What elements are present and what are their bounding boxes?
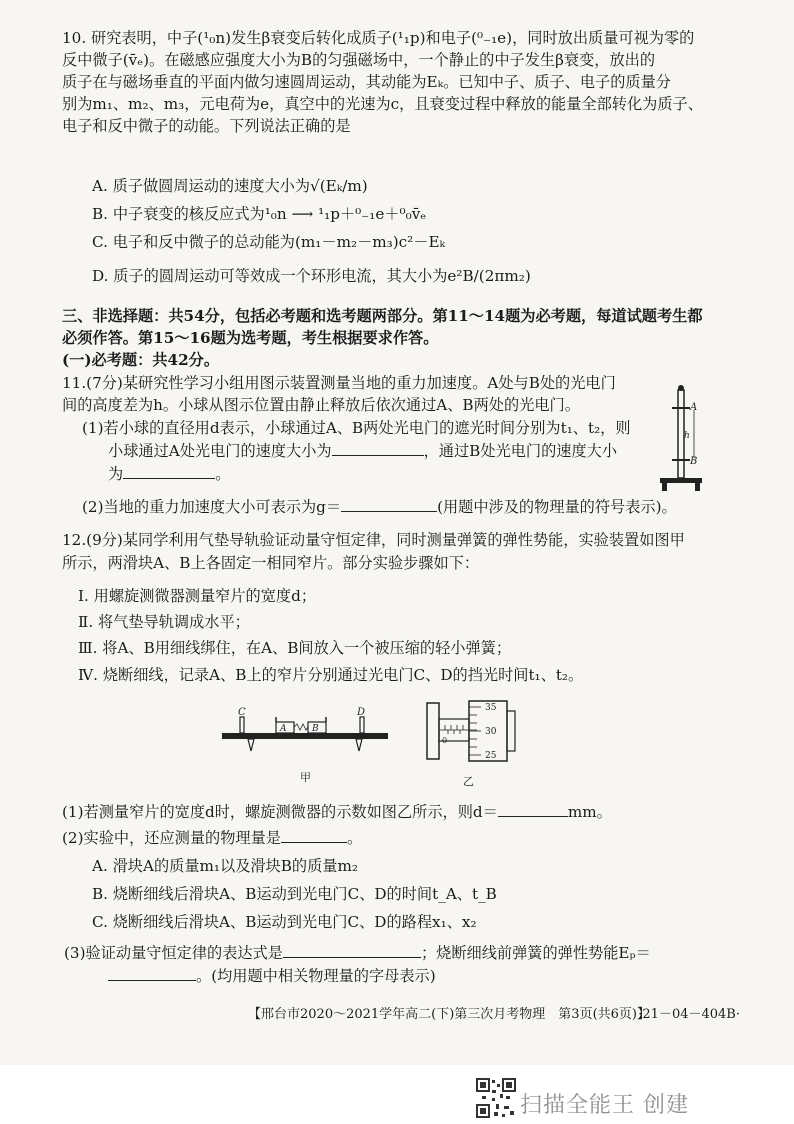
q12-fig-caption-yi: 乙	[463, 775, 474, 788]
q12-option-a: A. 滑块A的质量m₁以及滑块B的质量m₂	[92, 857, 358, 875]
q12-figure-yi	[425, 695, 535, 795]
q12-answer-blank-expression[interactable]	[283, 943, 421, 958]
q12-step-2: Ⅱ. 将气垫导轨调成水平；	[78, 613, 250, 631]
section3-line-1: 三、非选择题：共54分，包括必考题和选考题两部分。第11～14题为必考题，每道试题考生都	[62, 307, 703, 325]
q11-p2-text2: (用题中涉及的物理量的符号表示)。	[437, 498, 677, 516]
q12-answer-blank-ep[interactable]	[108, 966, 196, 981]
q12-p2	[62, 828, 774, 848]
q12-option-b: B. 烧断细线后滑块A、B运动到光电门C、D的时间t_A、t_B	[92, 885, 497, 903]
q12-fig-micrometer-zero: 0	[442, 736, 448, 745]
q11-line-2: 间的高度差为h。小球从图示位置由静止释放后依次通过A、B两处的光电门。	[62, 396, 580, 414]
q11-fig-label-a: A	[690, 402, 698, 413]
q12-p3-text2: ；烧断细线前弹簧的弹性势能Eₚ＝	[420, 944, 651, 962]
scanner-watermark: 扫描全能王 创建	[520, 1093, 689, 1118]
q11-p1-c-text1: 为	[108, 465, 124, 483]
q10-line-1: 10. 研究表明，中子(¹₀n)发生β衰变后转化成质子(¹₁p)和电子(⁰₋₁e)，同时放出质量可视为零的	[62, 29, 695, 47]
footer-page-info: 【邢台市2020～2021学年高二(下)第三次月考物理 第3页(共6页)】	[248, 1007, 650, 1022]
q11-p1-b-text1: 小球通过A处光电门的速度大小为	[108, 442, 332, 460]
q11-p1-c-text2: 。	[215, 465, 231, 483]
q10-option-a: A. 质子做圆周运动的速度大小为√(Eₖ/m)	[92, 177, 368, 195]
q12-step-1: Ⅰ. 用螺旋测微器测量窄片的宽度d；	[78, 587, 317, 605]
q12-p3	[64, 943, 774, 963]
q10-option-d: D. 质子的圆周运动可等效成一个环形电流，其大小为e²B/(2πm₂)	[92, 267, 531, 285]
q12-fig-label-c: C	[238, 707, 246, 718]
q11-fig-label-b: B	[690, 456, 698, 467]
q12-step-3: Ⅲ. 将A、B用细线绑住，在A、B间放入一个被压缩的轻小弹簧；	[78, 639, 512, 657]
q10-line-2: 反中微子(v̄ₑ)。在磁感应强度大小为B的匀强磁场中，一个静止的中子发生β衰变，放出的	[62, 51, 656, 69]
q12-line-2: 所示，两滑块A、B上各固定一相同窄片。部分实验步骤如下：	[62, 554, 480, 572]
q12-fig-label-d: D	[357, 707, 366, 718]
q11-line-1: 11.(7分)某研究性学习小组用图示装置测量当地的重力加速度。A处与B处的光电门	[62, 374, 616, 392]
qr-code-icon	[476, 1078, 516, 1118]
q12-p2-text1: (2)实验中，还应测量的物理量是	[62, 829, 281, 847]
q12-p1	[62, 802, 774, 822]
q10-option-b: B. 中子衰变的核反应式为¹₀n ⟶ ¹₁p＋⁰₋₁e＋⁰₀v̄ₑ	[92, 205, 427, 223]
q11-answer-blank-g[interactable]	[341, 497, 437, 512]
q12-p2-text2: 。	[346, 829, 363, 847]
q12-fig-label-a: A	[280, 724, 287, 734]
q10-option-c: C. 电子和反中微子的总动能为(m₁－m₂－m₃)c²－Eₖ	[92, 233, 446, 251]
q12-fig-label-b: B	[312, 724, 319, 734]
q11-answer-blank-vb[interactable]	[123, 464, 215, 479]
q12-fig-micrometer-25: 25	[485, 751, 497, 761]
q11-p1-b-text2: ，通过B处光电门的速度大小	[423, 442, 618, 460]
q12-p1-text2: mm。	[567, 803, 612, 821]
q10-line-3: 质子在与磁场垂直的平面内做匀速圆周运动，其动能为Eₖ。已知中子、质子、电子的质量分	[62, 73, 671, 91]
q10-line-5: 电子和反中微子的动能。下列说法正确的是	[62, 117, 351, 135]
q12-fig-caption-jia: 甲	[300, 771, 311, 784]
q11-p2-text1: (2)当地的重力加速度大小可表示为g＝	[82, 498, 342, 516]
q11-p2	[82, 497, 774, 517]
q12-step-4: Ⅳ. 烧断细线，记录A、B上的窄片分别通过光电门C、D的挡光时间t₁、t₂。	[78, 666, 584, 684]
q12-p3-text3: 。(均用题中相关物理量的字母表示)	[196, 967, 436, 985]
footer-code: ·21－04－404B·	[638, 1007, 740, 1022]
q11-apparatus-figure	[650, 380, 720, 495]
q12-answer-blank-quantity[interactable]	[281, 828, 347, 843]
q10-line-4: 别为m₁、m₂、m₃，元电荷为e，真空中的光速为c，且衰变过程中释放的能量全部转化为质子、	[62, 95, 703, 113]
q12-fig-micrometer-35: 35	[485, 703, 497, 713]
q12-option-c: C. 烧断细线后滑块A、B运动到光电门C、D的路程x₁、x₂	[92, 913, 477, 931]
q11-answer-blank-va[interactable]	[332, 441, 424, 456]
q11-p1-c	[108, 464, 654, 484]
section3-sub: (一)必考题：共42分。	[62, 351, 220, 369]
q12-p3-cont	[108, 966, 774, 986]
q12-line-1: 12.(9分)某同学利用气垫导轨验证动量守恒定律，同时测量弹簧的弹性势能，实验装置如图甲	[62, 531, 685, 549]
q11-p1-b	[108, 441, 654, 461]
q11-fig-label-h: h	[684, 431, 690, 441]
q12-figure-jia	[220, 705, 390, 790]
q12-p3-text1: (3)验证动量守恒定律的表达式是	[64, 944, 283, 962]
q12-p1-text1: (1)若测量窄片的宽度d时，螺旋测微器的示数如图乙所示，则d＝	[62, 803, 498, 821]
section3-line-2: 必须作答。第15～16题为选考题，考生根据要求作答。	[62, 329, 439, 347]
q11-p1-a: (1)若小球的直径用d表示，小球通过A、B两处光电门的遮光时间分别为t₁、t₂，则	[82, 419, 631, 437]
q12-fig-micrometer-30: 30	[485, 727, 497, 737]
q12-answer-blank-d[interactable]	[498, 802, 568, 817]
